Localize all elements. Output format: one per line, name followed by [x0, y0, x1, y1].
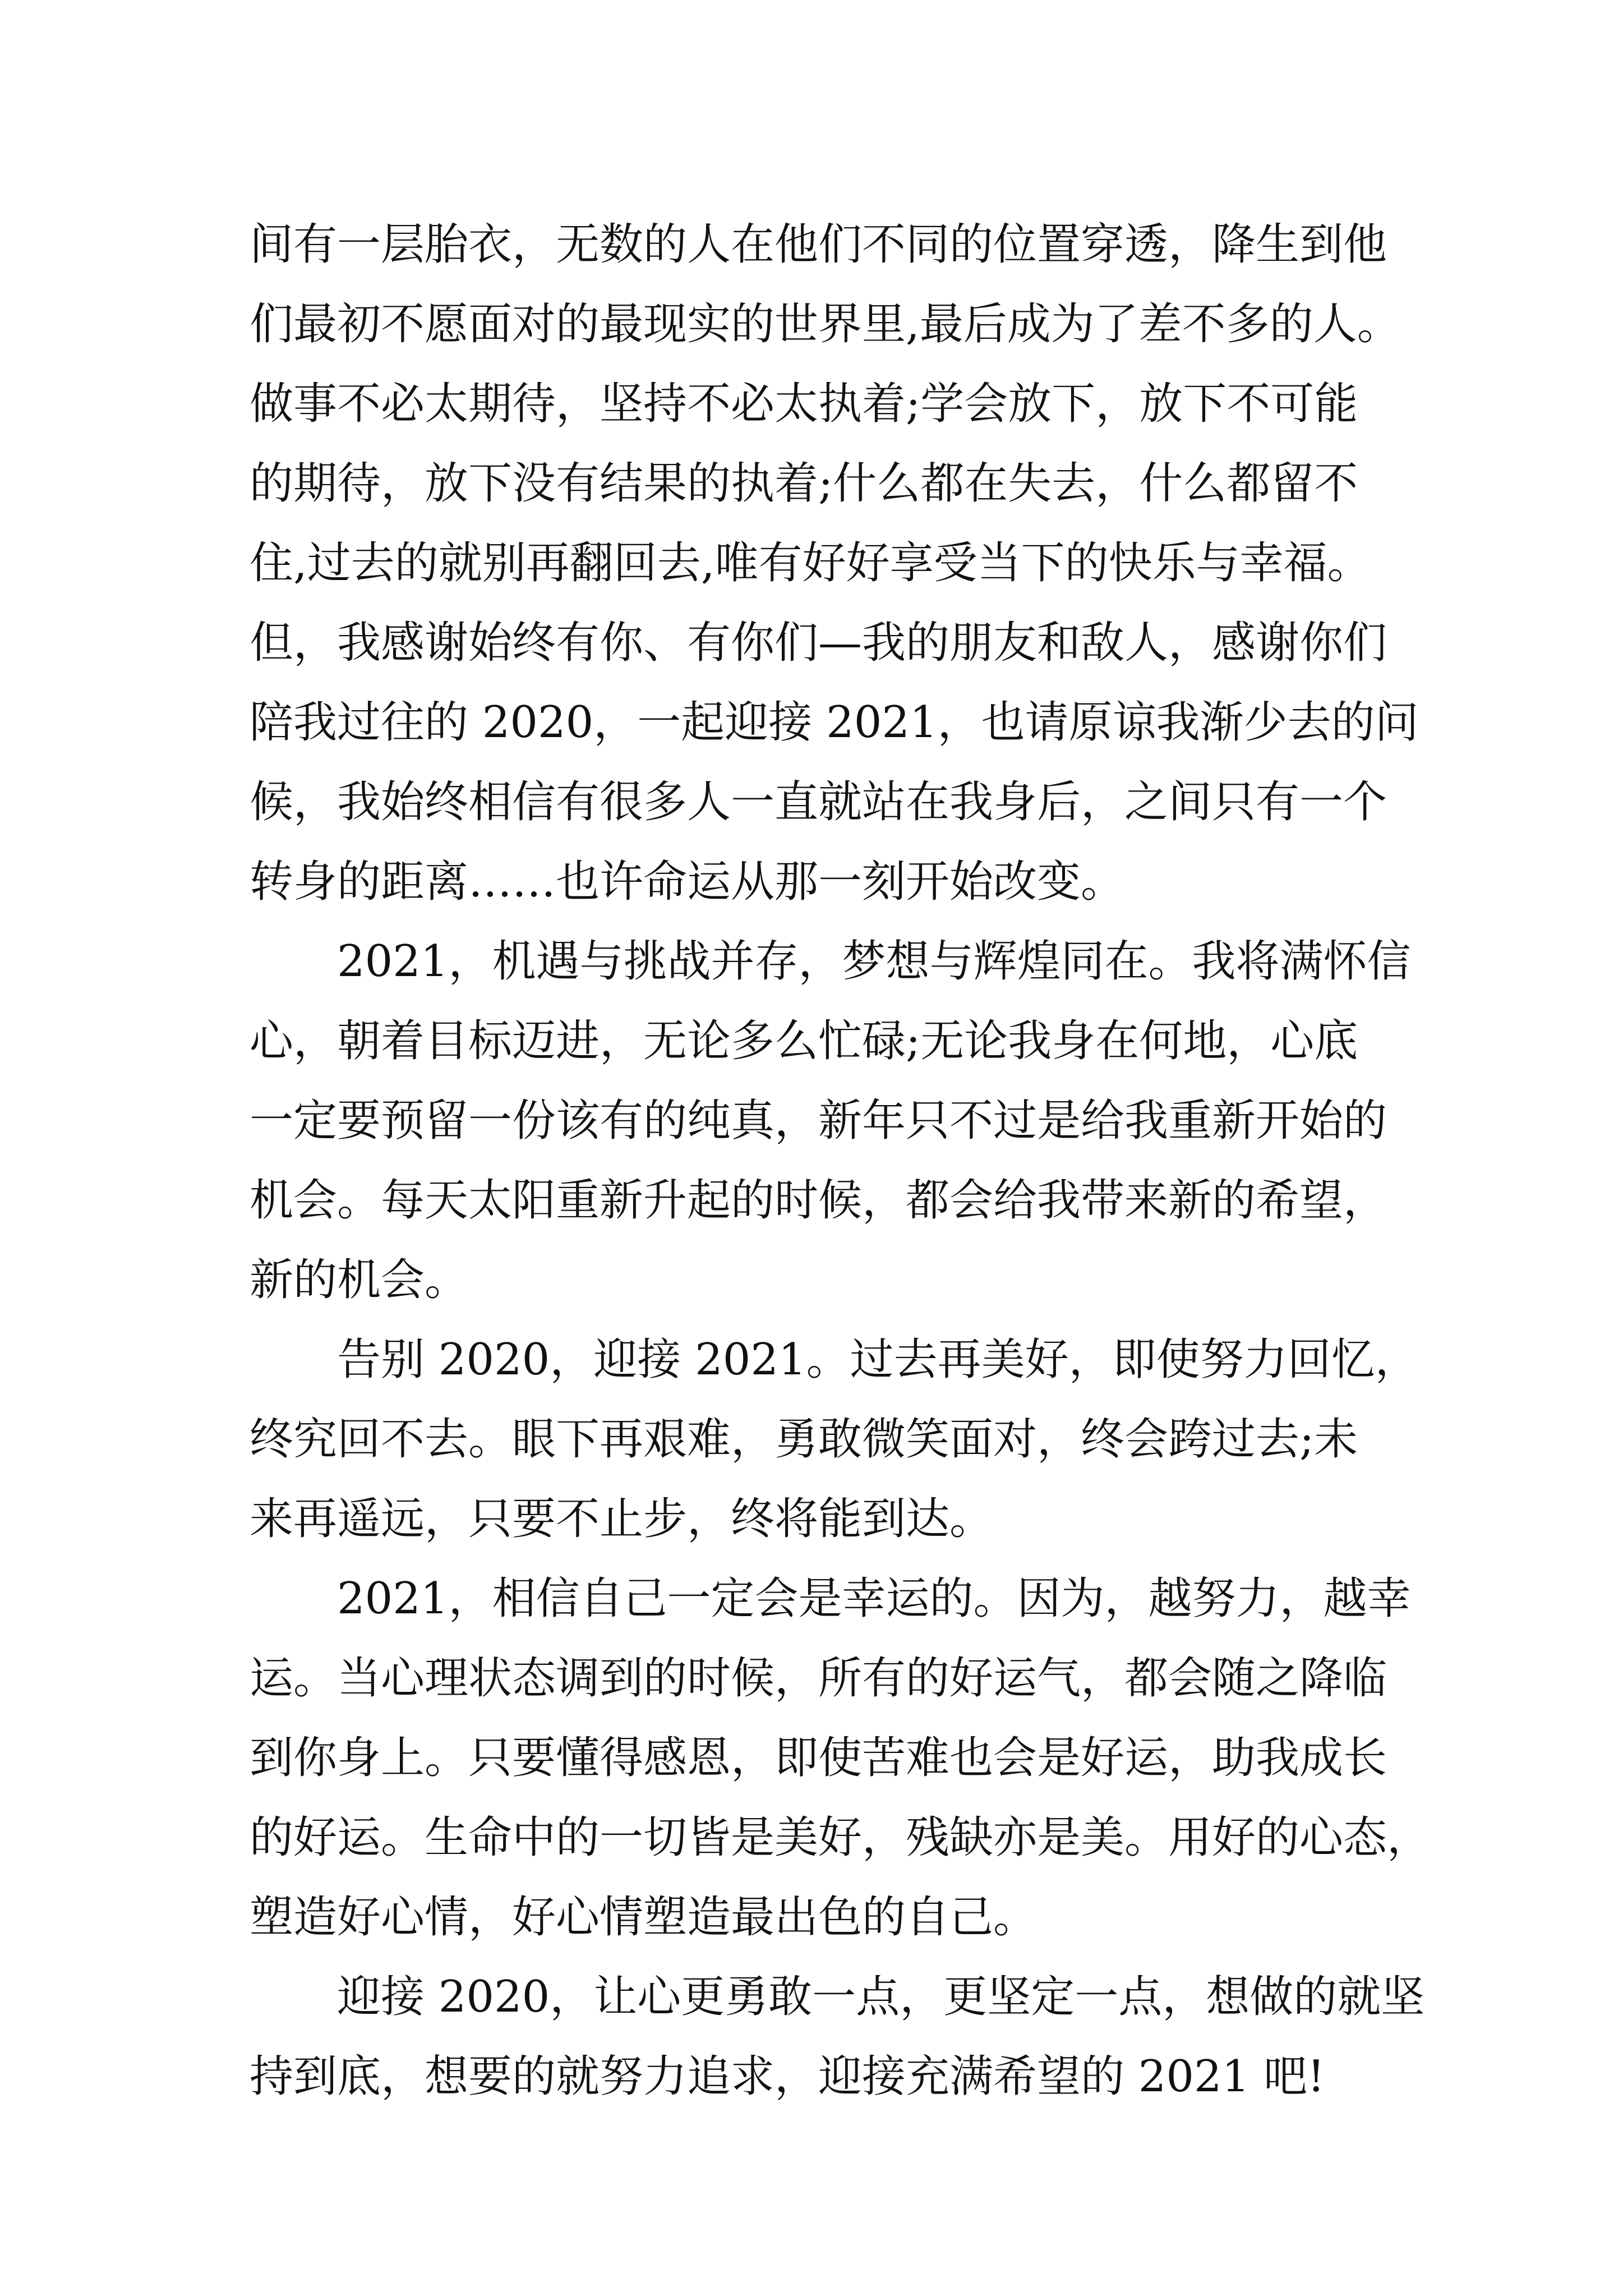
body-text — [250, 205, 1431, 2116]
text-line: 一定要预留一份该有的纯真，新年只不过是给我重新开始的 — [250, 1096, 1387, 1146]
text-line: 的期待，放下没有结果的执着;什么都在失去，什么都留不 — [250, 458, 1358, 509]
paragraph-start-line: 2021，相信自己一定会是幸运的。因为，越努力，越幸 — [337, 1573, 1411, 1624]
text-line: 转身的距离……也许命运从那一刻开始改变。 — [250, 857, 1125, 907]
text-line: 候，我始终相信有很多人一直就站在我身后，之间只有一个 — [250, 777, 1387, 827]
text-line: 运。当心理状态调到的时候，所有的好运气，都会随之降临 — [250, 1653, 1387, 1704]
paragraph-start-line: 2021，机遇与挑战并存，梦想与辉煌同在。我将满怀信 — [337, 936, 1411, 987]
text-line: 陪我过往的 2020，一起迎接 2021，也请原谅我渐少去的问 — [250, 697, 1419, 748]
paragraph-start-line: 告别 2020，迎接 2021。过去再美好，即使努力回忆， — [337, 1335, 1419, 1385]
text-line: 来再遥远，只要不止步，终将能到达。 — [250, 1494, 994, 1544]
text-line: 做事不必太期待，坚持不必太执着;学会放下，放下不可能 — [250, 379, 1358, 429]
text-line: 心，朝着目标迈进，无论多么忙碌;无论我身在何地，心底 — [250, 1016, 1358, 1066]
text-line: 们最初不愿面对的最现实的世界里,最后成为了差不多的人。 — [250, 299, 1401, 349]
text-line: 新的机会。 — [250, 1255, 469, 1305]
text-line: 终究回不去。眼下再艰难，勇敢微笑面对，终会跨过去;未 — [250, 1414, 1358, 1465]
text-line: 住,过去的就别再翻回去,唯有好好享受当下的快乐与幸福。 — [250, 538, 1371, 588]
text-line: 但，我感谢始终有你、有你们—我的朋友和敌人，感谢你们 — [250, 618, 1387, 668]
text-line: 间有一层胎衣，无数的人在他们不同的位置穿透，降生到他 — [250, 219, 1387, 270]
text-line: 机会。每天太阳重新升起的时候，都会给我带来新的希望， — [250, 1175, 1387, 1226]
text-line: 的好运。生命中的一切皆是美好，残缺亦是美。用好的心态， — [250, 1812, 1431, 1863]
text-line: 持到底，想要的就努力追求，迎接充满希望的 2021 吧! — [250, 2051, 1325, 2102]
text-line: 塑造好心情，好心情塑造最出色的自己。 — [250, 1892, 1038, 1943]
paragraph-start-line: 迎接 2020，让心更勇敢一点，更坚定一点，想做的就坚 — [337, 1972, 1425, 2022]
text-line: 到你身上。只要懂得感恩，即使苦难也会是好运，助我成长 — [250, 1733, 1387, 1783]
